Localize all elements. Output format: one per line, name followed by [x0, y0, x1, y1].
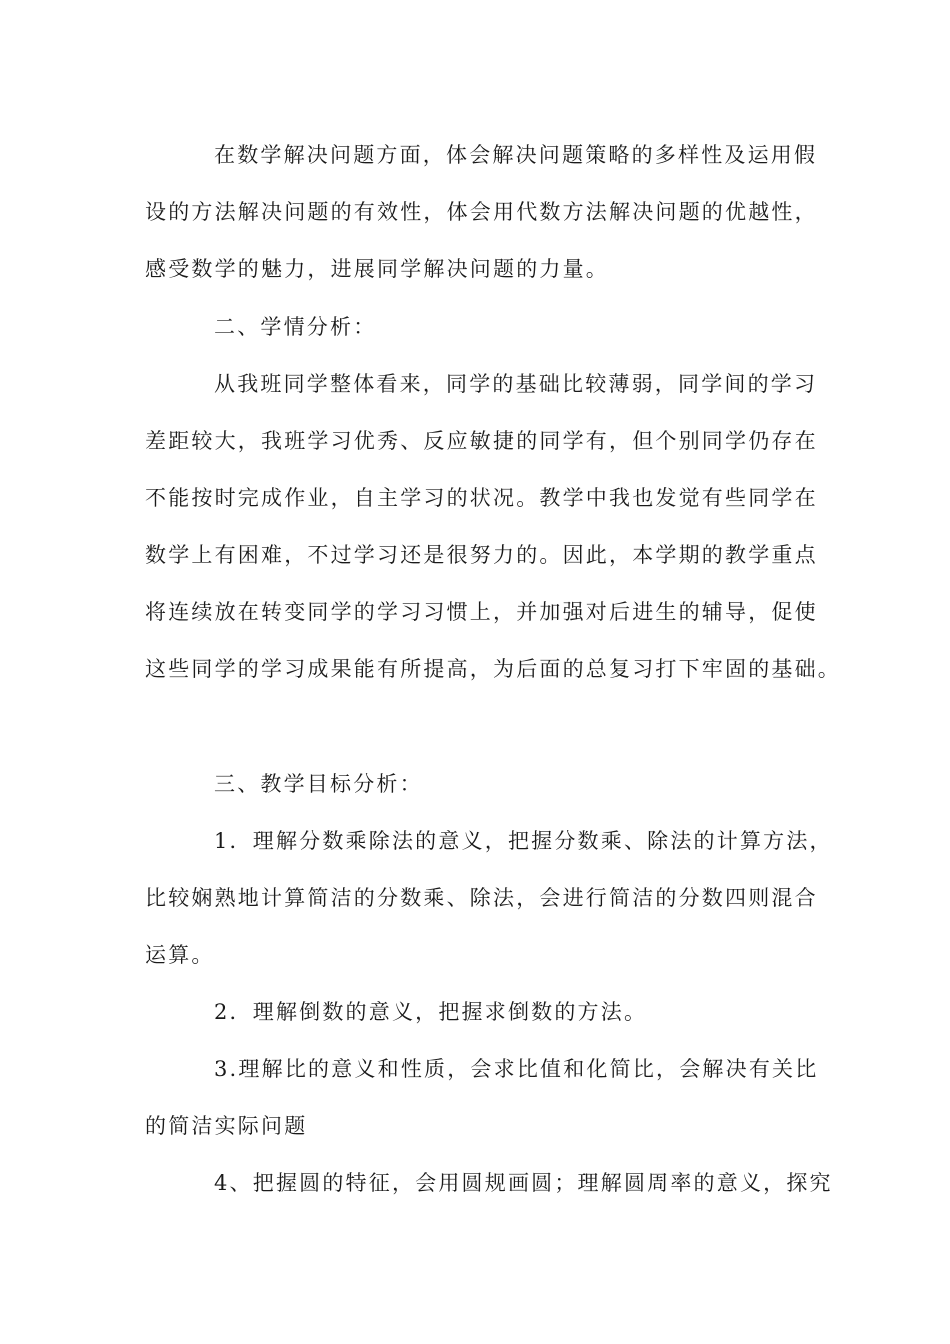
text-line: 差距较大，我班学习优秀、反应敏捷的同学有，但个别同学仍存在 — [145, 429, 818, 453]
text-line: 设的方法解决问题的有效性，体会用代数方法解决问题的优越性， — [145, 200, 818, 224]
text-line: 不能按时完成作业，自主学习的状况。教学中我也发觉有些同学在 — [145, 486, 818, 510]
text-line: 的简洁实际问题 — [145, 1114, 308, 1138]
text-line: 在数学解决问题方面，体会解决问题策略的多样性及运用假 — [214, 143, 818, 167]
text-line: 4、把握圆的特征，会用圆规画圆；理解圆周率的意义，探究 — [214, 1171, 833, 1195]
text-line: 3.理解比的意义和性质，会求比值和化简比，会解决有关比 — [214, 1057, 819, 1081]
section-heading: 三、教学目标分析： — [214, 772, 423, 796]
text-line: 运算。 — [145, 943, 215, 967]
text-line: 数学上有困难，不过学习还是很努力的。因此，本学期的教学重点 — [145, 543, 818, 567]
text-line: 将连续放在转变同学的学习习惯上，并加强对后进生的辅导，促使 — [145, 600, 818, 624]
text-line: 2．理解倒数的意义，把握求倒数的方法。 — [214, 1000, 648, 1024]
text-line: 感受数学的魅力，进展同学解决问题的力量。 — [145, 257, 609, 281]
text-line: 从我班同学整体看来，同学的基础比较薄弱，同学间的学习 — [214, 372, 818, 396]
text-line: 1．理解分数乘除法的意义，把握分数乘、除法的计算方法， — [214, 829, 833, 853]
text-line: 这些同学的学习成果能有所提高，为后面的总复习打下牢固的基础。 — [145, 657, 841, 681]
section-heading: 二、学情分析： — [214, 315, 377, 339]
text-line: 比较娴熟地计算简洁的分数乘、除法，会进行简洁的分数四则混合 — [145, 886, 818, 910]
